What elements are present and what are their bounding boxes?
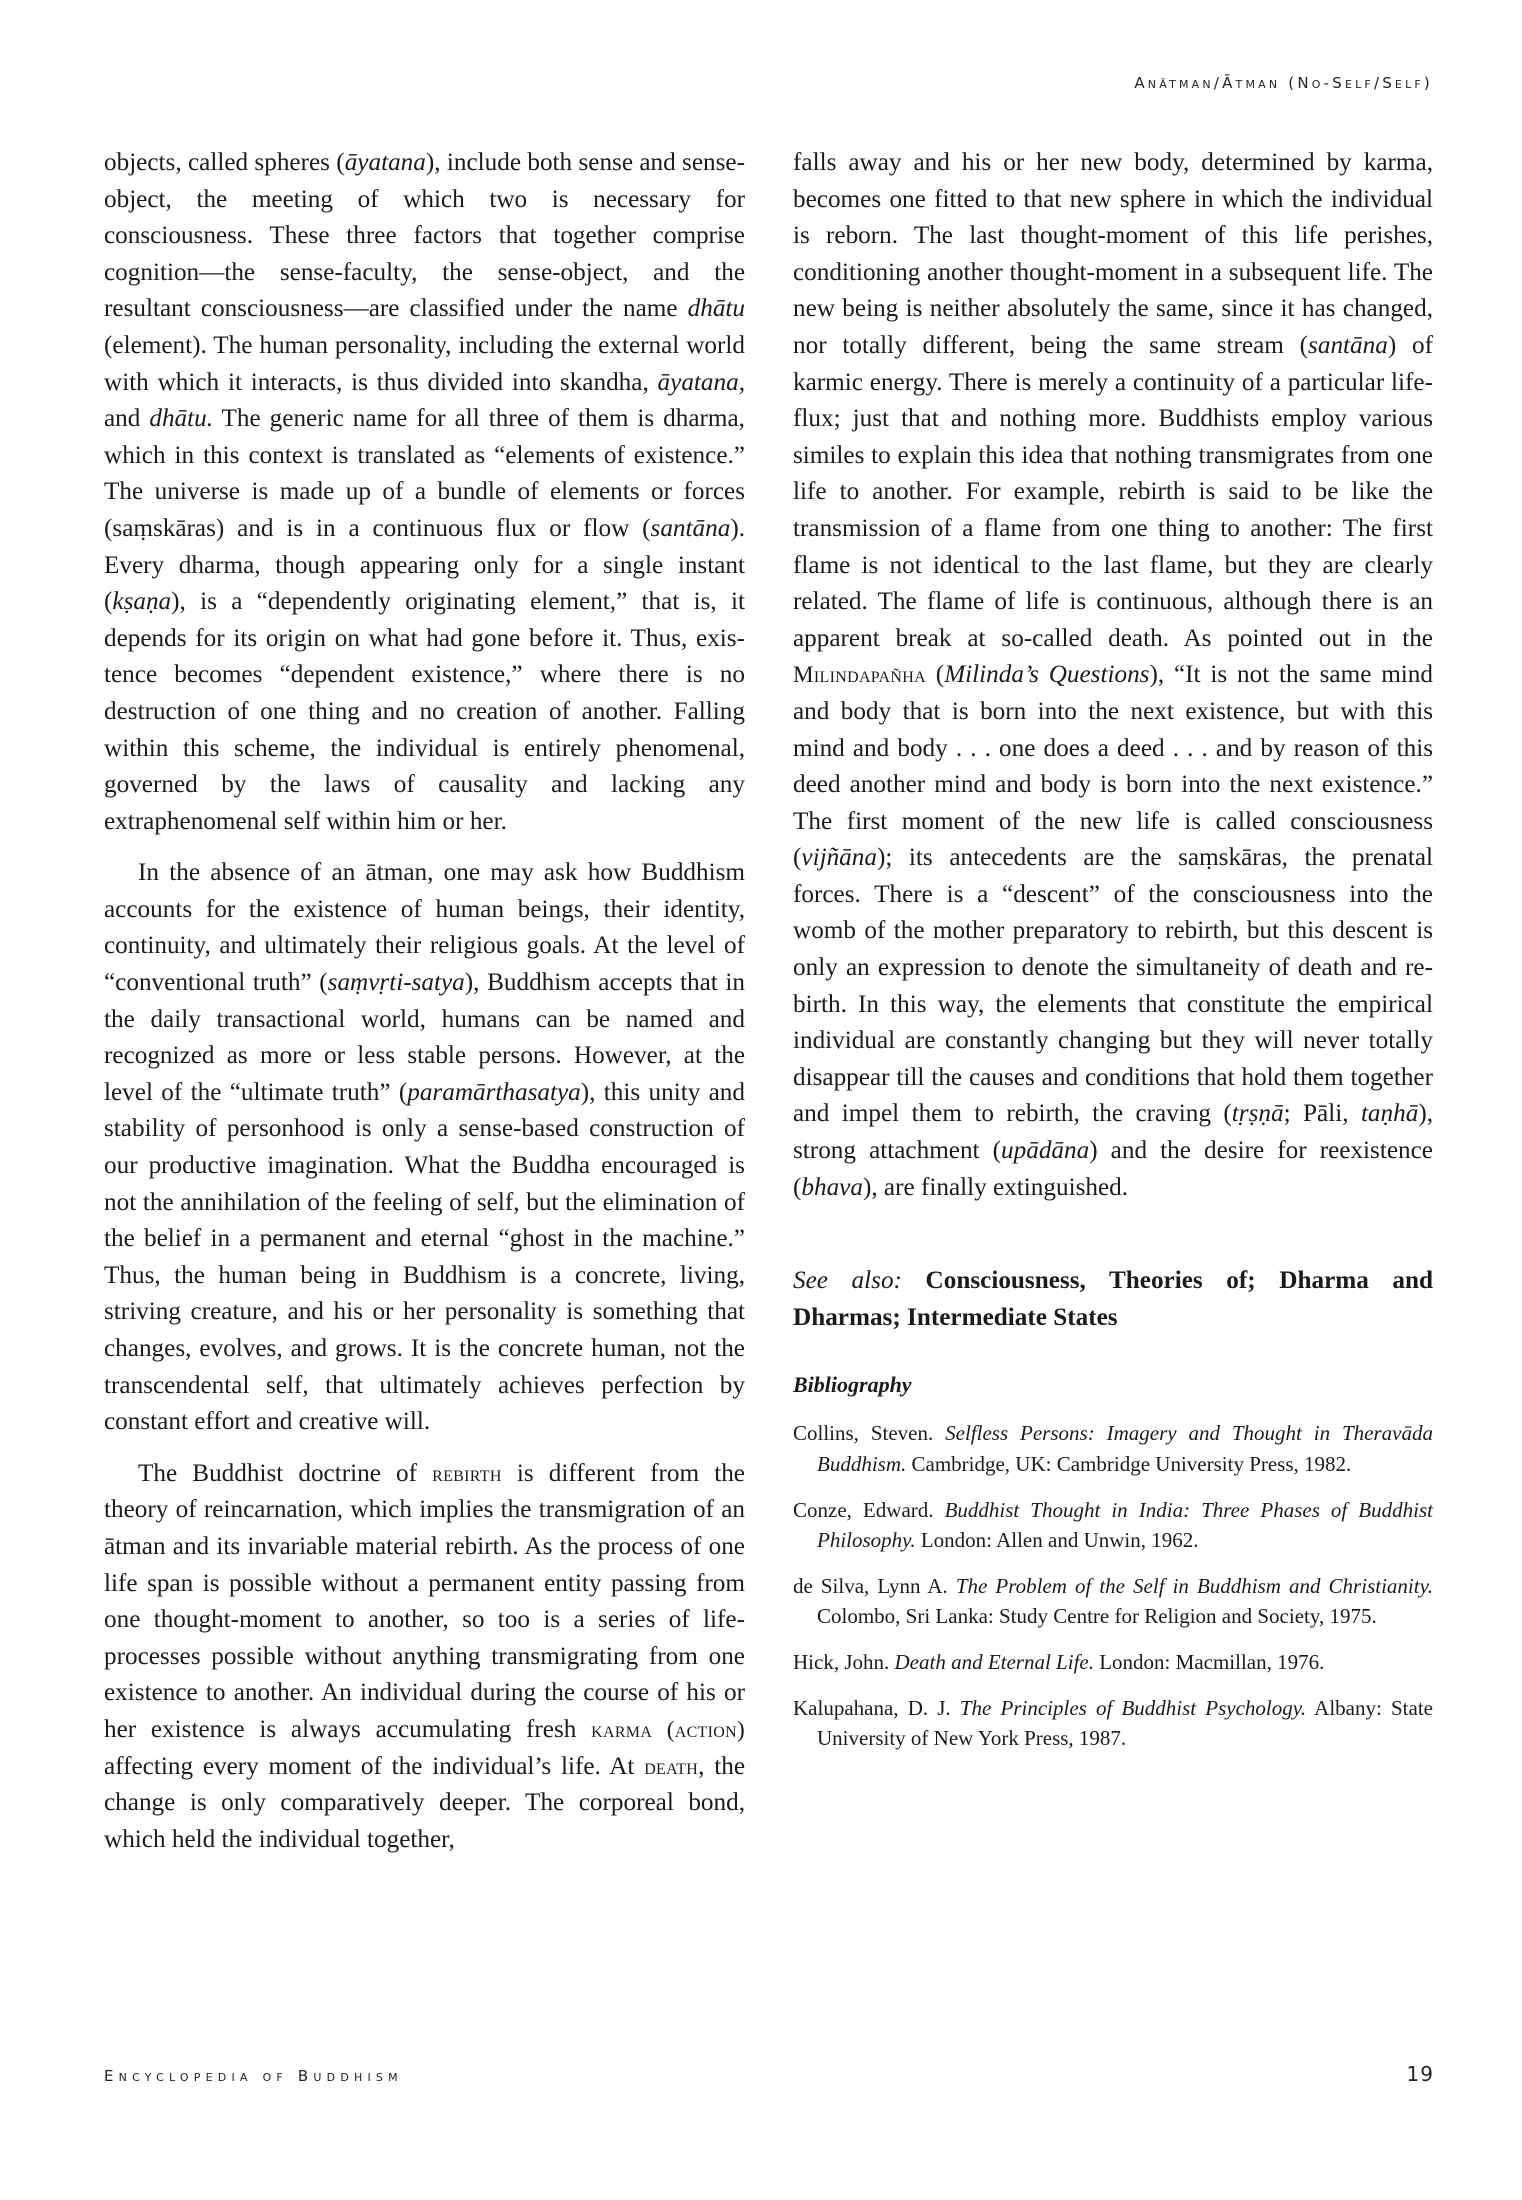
cross-reference-link[interactable]: rebirth: [432, 1460, 502, 1487]
separator: ;: [892, 1303, 908, 1331]
see-also: [793, 1263, 1433, 1336]
see-also-link[interactable]: Consciousness, Theories of: [925, 1267, 1248, 1295]
cross-reference-link[interactable]: karma (action): [591, 1716, 745, 1743]
italic-term: dhātu.: [149, 405, 214, 433]
bib-publication: London: Allen and Unwin, 1962.: [915, 1528, 1199, 1553]
italic-term: vijñāna: [801, 844, 877, 872]
body-paragraph: The Buddhist doctrine of rebirth is different from the theory of reincarnation, which implies the transmigration of an ātman and its invariable material rebirth. As the process of one life span is possible without a permanent entity passing from one thought-moment to another, so too is a series of life-processes possible without anything transmigrating from one existence to another. An individual during the course of his or her existence is always accumulating fresh karma (action) affecting every moment of the individual’s life. At death, the change is only comparatively deeper. The corporeal bond, which held the individual together,: [104, 1459, 745, 1853]
right-column-body: [793, 145, 1433, 1206]
italic-term: āyatana,: [657, 368, 745, 396]
bibliography-entry: [793, 1647, 1433, 1678]
italic-term: taṇhā: [1360, 1100, 1419, 1128]
bib-publication: Colombo, Sri Lanka: Study Centre for Religion and Society, 1975.: [817, 1604, 1377, 1629]
bibliography-entry: [793, 1693, 1433, 1754]
italic-term: Milinda’s Questions: [944, 661, 1150, 689]
italic-term: bhava: [801, 1173, 863, 1201]
separator: ;: [1247, 1267, 1280, 1295]
bib-title: Buddhist Thought in India: Three Phases of Buddhist Philosophy.: [817, 1497, 1433, 1553]
page-number: 19: [1406, 2062, 1434, 2086]
right-column: [793, 145, 1433, 1754]
italic-term: paramārthasatya: [407, 1078, 581, 1106]
italic-term: santāna: [650, 514, 731, 542]
bib-publication: Cambridge, UK: Cambridge University Press, 1982.: [906, 1452, 1352, 1476]
italic-term: dhātu: [687, 295, 745, 323]
bib-author: Collins, Steven.: [793, 1421, 946, 1446]
bib-title: Death and Eternal Life.: [894, 1649, 1094, 1674]
italic-term: upādāna: [1001, 1137, 1090, 1165]
cross-reference-link[interactable]: death: [644, 1753, 699, 1780]
bib-title: The Problem of the Self in Buddhism and Christianity.: [955, 1573, 1433, 1598]
body-paragraph: falls away and his or her new body, determined by karma, becomes one fitted to that new sphere in which the individual is reborn. The last thought-moment of this life perishes, conditioning another thought-moment in a subsequent life. The new being is neither absolutely the same, since it has changed, nor totally different, being the same stream (santāna) of karmic energy. There is merely a continuity of a particular life-flux; just that and nothing more. Buddhists employ various similes to explain this idea that nothing transmigrates from one life to another. For example, rebirth is said to be like the transmission of a flame from one thing to another: The first flame is not identical to the last flame, but they are clearly related. The flame of life is continuous, although there is an apparent break at so-called death. As pointed out in the Milindapañha (Milinda’s Questions), “It is not the same mind and body that is born into the next existence, but with this mind and body . . . one does a deed . . . and by reason of this deed another mind and body is born into the next existence.” The first moment of the new life is called consciousness (vijñāna); its antecedents are the saṃskāras, the prenatal forces. There is a “descent” of the consciousness into the womb of the mother preparatory to rebirth, but this descent is only an expression to denote the simultaneity of death and rebirth. In this way, the elements that constitute the empirical individual are constantly changing but they will never totally disappear till the causes and conditions that hold them together and impel them to rebirth, the craving (tṛṣṇā; Pāli, taṇhā), strong attachment (upādāna) and the desire for reexistence (bhava), are finally extinguished.: [793, 149, 1433, 1201]
footer-publication-title: Encyclopedia of Buddhism: [104, 2067, 403, 2085]
italic-term: kṣaṇa: [112, 588, 172, 616]
see-also-link[interactable]: Intermediate States: [907, 1303, 1118, 1331]
bib-author: Kalupahana, D. J.: [793, 1695, 960, 1720]
left-column: [104, 145, 745, 1858]
bibliography-list: [793, 1418, 1433, 1753]
italic-term: āyatana: [344, 149, 426, 176]
bib-author: de Silva, Lynn A.: [793, 1573, 956, 1598]
bib-title: Selfless Persons: Imagery and Thought in Theravāda Buddhism.: [817, 1421, 1433, 1476]
bibliography-entry: [793, 1418, 1433, 1479]
bibliography-heading: Bibliography: [793, 1372, 912, 1398]
italic-term: tṛṣṇā: [1231, 1100, 1284, 1128]
running-head-title: Anātman/Ātman (No-Self/Self): [1134, 74, 1433, 92]
body-paragraph: objects, called spheres (āyatana), include both sense and sense-object, the meeting of which two is necessary for consciousness. These three factors that together comprise cognition—the sense-faculty, the sense-object, and the resultant consciousness—are classified under the name dhātu (element). The human personality, including the external world with which it interacts, is thus divided into skandha, āyatana, and dhātu. The generic name for all three of them is dharma, which in this context is translated as “elements of existence.” The universe is made up of a bundle of elements or forces (saṃskāras) and is in a continuous flux or flow (santāna). Every dharma, though appearing only for a single instant (kṣaṇa), is a “dependently originating element,” that is, it depends for its origin on what had gone before it. Thus, existence becomes “dependent existence,” where there is no destruction of one thing and no creation of another. Falling within this scheme, the individual is entirely phenomenal, governed by the laws of causality and lacking any extraphenomenal self within him or her.: [104, 149, 745, 835]
bibliography-entry: [793, 1495, 1433, 1556]
bib-author: Conze, Edward.: [793, 1497, 945, 1522]
italic-term: santāna: [1308, 331, 1388, 359]
cross-reference-link[interactable]: Milindapañha: [793, 662, 926, 689]
body-paragraph: In the absence of an ātman, one may ask how Buddhism accounts for the existence of human beings, their identity, continuity, and ultimately their religious goals. At the level of “conventional truth” (saṃvṛti-satya), Buddhism accepts that in the daily transactional world, humans can be named and recognized as more or less stable persons. However, at the level of the “ultimate truth” (paramārthasatya), this unity and stability of personhood is only a sense-based construction of our productive imagination. What the Buddha encouraged is not the annihilation of the feeling of self, but the elimination of the belief in a permanent and eternal “ghost in the machine.” Thus, the human being in Buddhism is a concrete, living, striving creature, and his or her personality is something that changes, evolves, and grows. It is the concrete human, not the transcendental self, that ultimately achieves perfection by constant effort and creative will.: [104, 859, 745, 1436]
bibliography-entry: [793, 1571, 1433, 1632]
bib-publication: London: Macmillan, 1976.: [1093, 1649, 1325, 1674]
bib-publication: Albany: State University of New York Press, 1987.: [817, 1695, 1433, 1751]
italic-term: saṃvṛti-satya: [327, 969, 465, 997]
bib-title: The Principles of Buddhist Psychology.: [959, 1695, 1307, 1720]
see-also-label: See also:: [793, 1267, 902, 1295]
see-also-link[interactable]: Dharma and Dharmas: [793, 1267, 1434, 1331]
bib-author: Hick, John.: [793, 1649, 895, 1674]
